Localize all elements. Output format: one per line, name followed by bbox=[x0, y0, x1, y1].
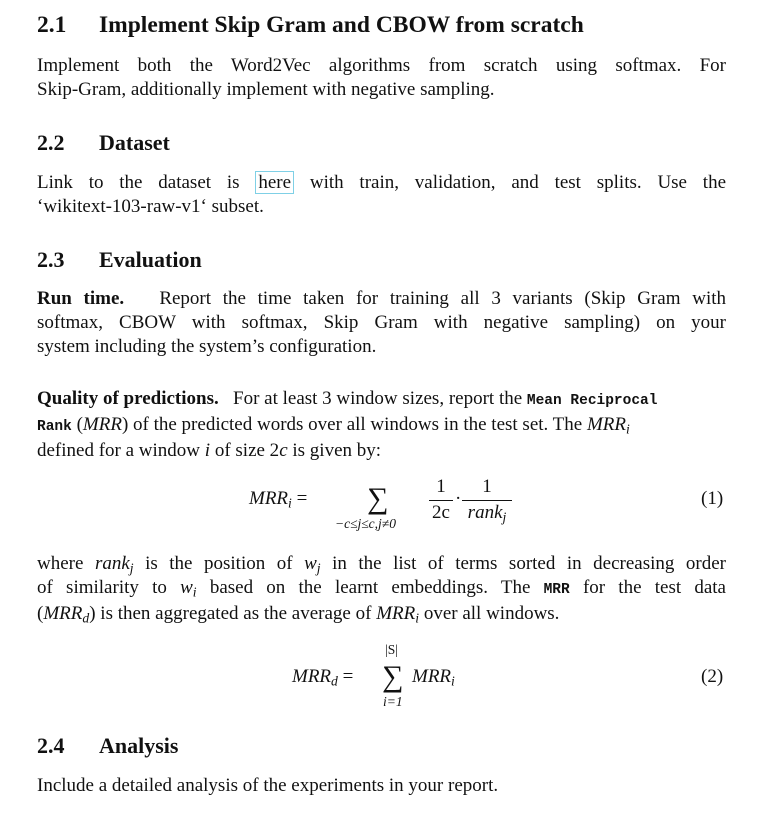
fraction-2-numerator: 1 bbox=[482, 476, 492, 497]
math-sub: i bbox=[192, 584, 197, 600]
math-sub: d bbox=[82, 610, 90, 626]
math-run: MRR bbox=[249, 488, 289, 509]
text-line: softmax, CBOW with softmax, Skip Gram with negative sampling) on your bbox=[37, 312, 726, 333]
text-run: defined for a window bbox=[37, 440, 201, 461]
math bbox=[304, 553, 321, 574]
math-run: rank bbox=[94, 553, 130, 574]
math: c bbox=[279, 440, 288, 461]
text-run: is given by: bbox=[292, 440, 382, 461]
section-heading-2-4 bbox=[37, 733, 178, 759]
paragraph-rank bbox=[37, 552, 726, 626]
equals-sign: = bbox=[342, 666, 354, 687]
summation-sign: ∑ bbox=[367, 482, 389, 515]
text-line bbox=[37, 171, 726, 195]
paragraph-head: Run time. bbox=[37, 288, 125, 309]
math bbox=[180, 577, 197, 598]
math-run: MRR bbox=[376, 603, 416, 624]
math-run: w bbox=[180, 577, 193, 598]
math-run: w bbox=[304, 553, 317, 574]
code-text: Rank bbox=[37, 419, 72, 435]
math-sub: i bbox=[415, 610, 420, 626]
text-run: in the list of terms sorted in decreasing order bbox=[332, 553, 727, 574]
text-run: Link to the dataset is bbox=[37, 172, 240, 193]
math bbox=[376, 603, 419, 624]
text-line: ‘wikitext-103-raw-v1‘ subset. bbox=[37, 196, 264, 217]
eq1-lhs bbox=[249, 488, 307, 510]
section-number: 2.1 bbox=[37, 12, 67, 38]
text-line bbox=[37, 287, 726, 311]
section-heading-2-2 bbox=[37, 130, 170, 156]
text-line bbox=[37, 602, 726, 626]
section-title: Analysis bbox=[99, 733, 179, 758]
multiply-dot: · bbox=[455, 488, 462, 509]
text-run: ) is then aggregated as the average of bbox=[89, 603, 372, 624]
text-run: for the test data bbox=[582, 577, 726, 598]
text-run: over all windows. bbox=[423, 603, 560, 624]
section-title: Dataset bbox=[99, 130, 170, 155]
text-run: where bbox=[37, 553, 84, 574]
text-run: of similarity to bbox=[37, 577, 167, 598]
text-run: of size 2 bbox=[214, 440, 280, 461]
section-title: Evaluation bbox=[99, 247, 202, 272]
math bbox=[587, 414, 630, 435]
math-run: MRR bbox=[586, 414, 627, 435]
section-heading-2-3 bbox=[37, 247, 202, 273]
fraction-2-denominator bbox=[460, 502, 514, 524]
section-number: 2.2 bbox=[37, 130, 65, 155]
paragraph-dataset bbox=[37, 171, 726, 219]
math-sub: i bbox=[288, 495, 292, 511]
equation-number: (1) bbox=[701, 488, 724, 509]
math-run: MRR bbox=[412, 666, 452, 687]
section-number: 2.3 bbox=[37, 247, 65, 272]
paragraph-head: Quality of predictions. bbox=[37, 388, 219, 409]
text-run: Report the time taken for training all 3 variants (Skip Gram with bbox=[159, 288, 727, 309]
text-line bbox=[37, 552, 726, 576]
text-line: system including the system’s configuration. bbox=[37, 336, 377, 357]
text-line bbox=[37, 413, 743, 439]
section-title: Implement Skip Gram and CBOW from scratch bbox=[99, 12, 584, 38]
text-run: with train, validation, and test splits. Use the bbox=[309, 172, 727, 193]
section-heading-2-1 bbox=[37, 12, 584, 39]
math: i bbox=[204, 440, 211, 461]
eq2-lhs bbox=[292, 666, 353, 688]
fraction-1-denominator bbox=[426, 502, 456, 524]
text-run: based on the learnt embeddings. The bbox=[209, 577, 531, 598]
math: MRR bbox=[82, 414, 122, 435]
code-text: MRR bbox=[543, 582, 570, 598]
math-run: MRR bbox=[43, 603, 83, 624]
math-sub: i bbox=[451, 673, 455, 689]
paragraph-implement bbox=[37, 54, 726, 102]
section-number: 2.4 bbox=[37, 733, 65, 758]
text-run: ( bbox=[76, 414, 83, 435]
text-run: is the position of bbox=[145, 553, 293, 574]
fraction-bar bbox=[462, 500, 512, 501]
math bbox=[95, 553, 134, 574]
text-line bbox=[37, 576, 726, 602]
math-run: MRR bbox=[292, 666, 332, 687]
summation-sign: ∑ bbox=[382, 660, 404, 693]
text-line: Skip-Gram, additionally implement with negative sampling. bbox=[37, 79, 495, 100]
fraction-1-numerator: 1 bbox=[436, 476, 446, 497]
math-sub: j bbox=[502, 509, 507, 525]
eq2-rhs bbox=[412, 666, 455, 688]
math-sub: j bbox=[316, 560, 321, 576]
math-run: 2c bbox=[432, 502, 450, 523]
paragraph-run-time bbox=[37, 287, 726, 359]
dataset-link[interactable]: here bbox=[255, 171, 294, 194]
summation-upper: |S| bbox=[385, 642, 398, 657]
text-run: For at least 3 window sizes, report the bbox=[233, 388, 523, 409]
text-line bbox=[37, 439, 743, 463]
text-line: Implement both the Word2Vec algorithms from scratch using softmax. For bbox=[37, 55, 726, 76]
math bbox=[43, 603, 89, 624]
text-line: Include a detailed analysis of the experiments in your report. bbox=[37, 775, 499, 796]
paragraph-analysis bbox=[37, 774, 726, 798]
math-sub: i bbox=[626, 421, 630, 437]
paragraph-quality bbox=[37, 387, 743, 463]
summation-lower: i=1 bbox=[383, 694, 403, 709]
text-run: ( bbox=[37, 603, 44, 624]
math-run: rank bbox=[467, 502, 503, 523]
equals-sign: = bbox=[296, 488, 308, 509]
fraction-bar bbox=[429, 500, 453, 501]
math-sub: j bbox=[129, 560, 134, 576]
math-sub: d bbox=[331, 673, 338, 689]
text-run: ) of the predicted words over all windows in the test set. The bbox=[121, 414, 583, 435]
code-text: Mean Reciprocal bbox=[526, 393, 658, 409]
summation-range: −c≤j≤c,j≠0 bbox=[335, 516, 396, 531]
equation-number: (2) bbox=[701, 666, 724, 687]
text-line bbox=[37, 387, 743, 413]
